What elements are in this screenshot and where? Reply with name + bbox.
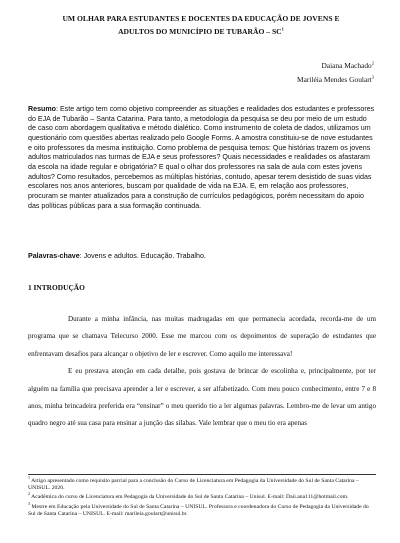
keywords-text: : Jovens e adultos. Educação. Trabalho.	[79, 252, 206, 260]
paper-title-line-2-text: ADULTOS DO MUNICÍPIO DE TUBARÃO – SC	[118, 27, 282, 36]
footnote-1-mark: 1	[28, 475, 30, 481]
paper-title	[20, 12, 382, 38]
footnote-3	[28, 500, 376, 518]
abstract-text: : Este artigo tem como objetivo compreender as situações e realidades dos estudantes e professores do EJA de Tubarão – Santa Catarina. Para tanto, a metodologia da pesquisa se deu por meio de um estudo de caso com abordagem qualitativa e método dialético. Como instrumento de coleta de dados, utilizamos um questionário com questões abertas realizado pelo Google Forms. A amostra constituiu-se de nove estudantes e oito professores da mesma instituição. Como problema de pesquisa temos: Que histórias trazem os jovens adultos matriculados nas turmas de EJA e seus professores? Quais necessidades e realidades os afastaram da escola na idade regular e obrigatória? E qual o olhar dos professores na sala de aula com estes jovens adultos? Como resultados, percebemos as múltiplas histórias, contudo, apesar terem desistido de suas vidas escolares nos anos anteriores, buscam por qualidade de vida na EJA. E, em relação aos professores, procuram se manter atualizados para a construção de currículos pedagógicos, porém necessitam do apoio das políticas públicas para a sua formação continuada.	[28, 105, 375, 210]
author-1-name: Daiana Machado	[321, 61, 372, 70]
title-footnote-mark: 1	[281, 26, 284, 32]
author-1-footnote-mark: 2	[371, 60, 374, 66]
footnotes	[28, 474, 376, 520]
body-paragraph-2: E eu prestava atenção em cada detalhe, pois gostava de brincar de escolinha e, principalmente, por ter alguém na família que precisava aprender a ler e escrever, a ser alfabetizado. Com meu pouco conhecimento, entre 7 e 8 anos, minha brincadeira preferida era “ensinar” o meu querido tio a ler algumas palavras. Lembro-me de levar um antigo quadro negro até sua casa para ensinar a junção das sílabas. Vale lembrar que o meu tio era apenas	[28, 367, 376, 428]
keywords	[28, 251, 376, 261]
author-2	[297, 75, 374, 85]
paper-title-line-2	[20, 25, 382, 38]
footnote-2-text: Acadêmica do curso de Licenciatura em Pedagogia da Universidade do Sul de Santa Catarina – Unisul. E-mail: Daii.ana111@hotmail.com.	[30, 494, 349, 501]
footnote-1	[28, 475, 376, 492]
author-1	[321, 61, 374, 71]
footnote-2	[28, 491, 376, 501]
introduction-body	[28, 311, 376, 433]
abstract-label: Resumo	[28, 105, 56, 113]
section-heading-introduction: 1 INTRODUÇÃO	[28, 283, 85, 292]
footnote-1-text: Artigo apresentado como requisito parcial para a conclusão do Curso de Licenciatura em Pedagogia da Universidade do Sul de Santa Catarina – UNISUL. 2020.	[28, 478, 359, 492]
footnote-3-mark: 3	[28, 500, 30, 506]
footnote-3-text: Mestre em Educação pela Universidade do Sul de Santa Catarina – UNISUL. Professora e coordenadora do Curso de Pedagogia da Universidade do Sul de Santa Catarina – UNISUL. E-mail: marileia.goulart@unisul.br.	[28, 503, 369, 517]
footnote-2-mark: 2	[28, 491, 30, 497]
author-2-footnote-mark: 3	[371, 74, 374, 80]
author-2-name: Mariléia Mendes Goulart	[297, 75, 372, 84]
body-paragraph-1: Durante a minha infância, nas muitas madrugadas em que permanecia acordada, recorda-me de um programa que se chamava Telecurso 2000. Esse me marcou com os depoimentos de superação de estudantes que enfrentavam desafios para alcançar o objetivo de ler e escrever. Como aquilo me interessava!	[28, 315, 376, 358]
keywords-label: Palavras-chave	[28, 252, 80, 260]
paper-title-line-1: UM OLHAR PARA ESTUDANTES E DOCENTES DA EDUCAÇÃO DE JOVENS E	[62, 14, 340, 23]
abstract	[28, 105, 376, 211]
